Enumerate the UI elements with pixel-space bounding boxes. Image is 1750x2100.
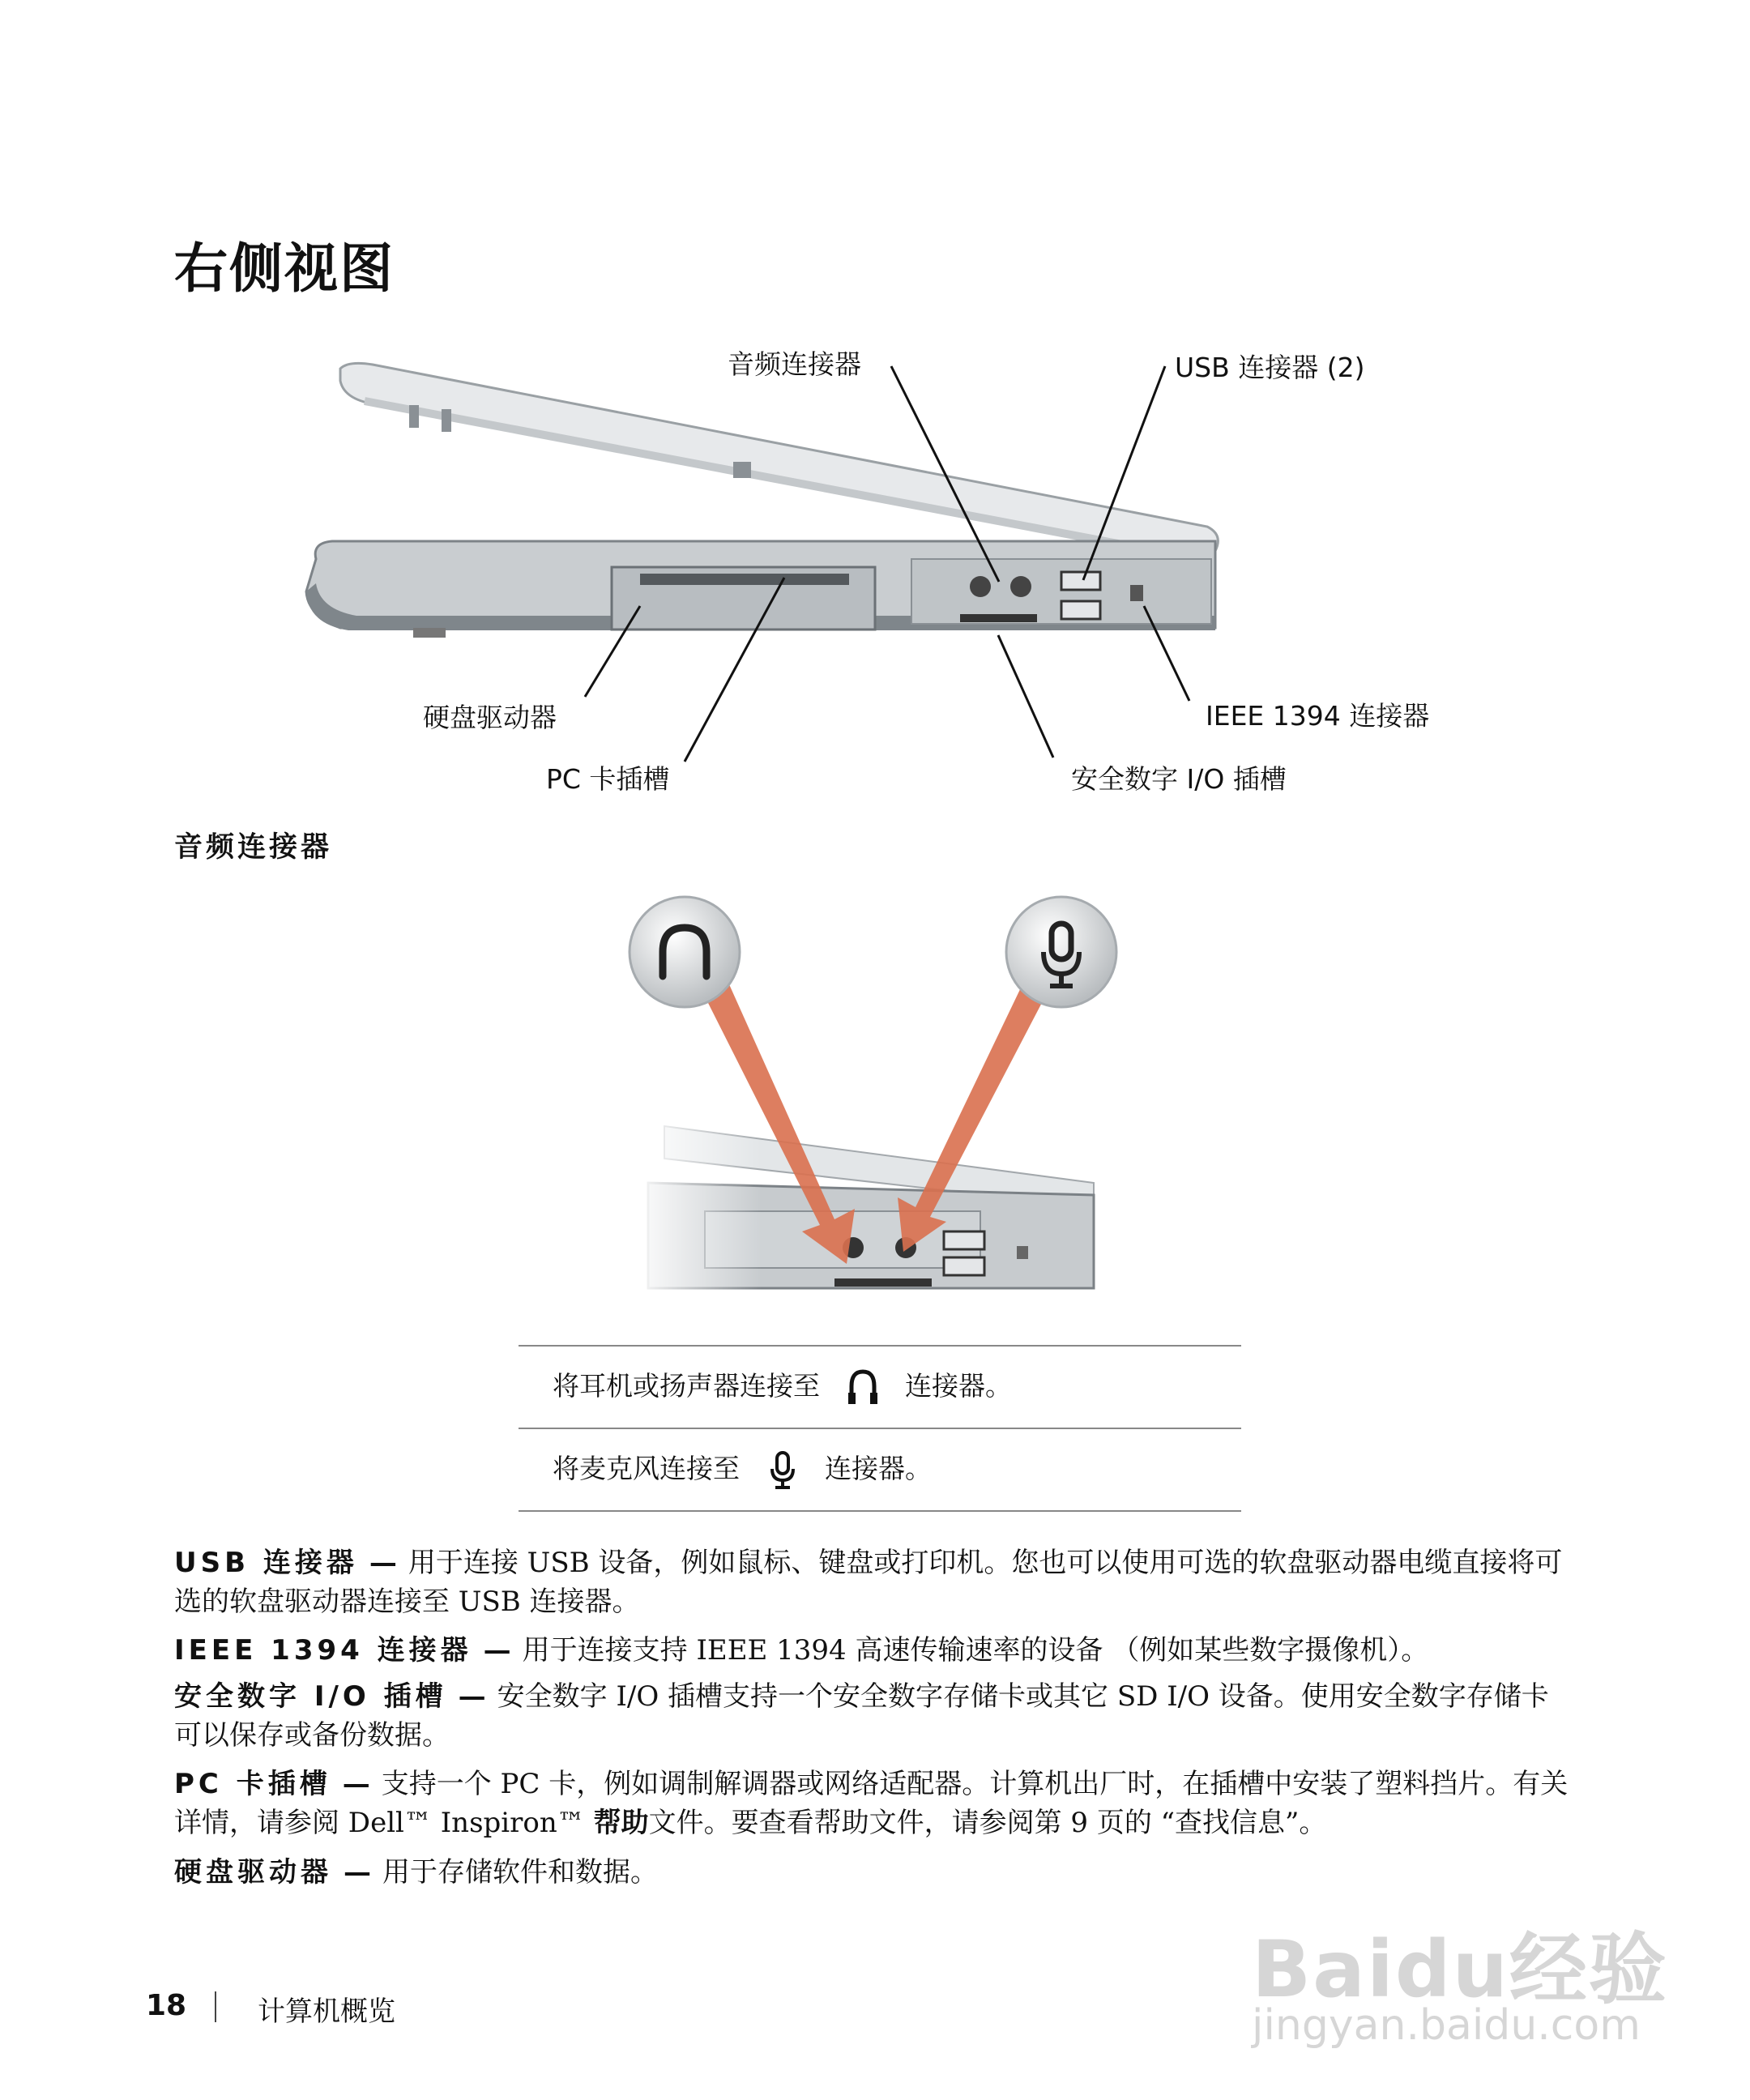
footer-section-title: 计算机概览 xyxy=(258,1995,395,2028)
pc-card-text-before: 支持一个 PC 卡，例如调制解调器或网络适配器。计算机出厂时，在插槽中安装了塑料挡片。有关详情，请参阅 Dell™ Inspiron™ xyxy=(174,1768,1569,1839)
audio-section-heading: 音频连接器 xyxy=(174,831,333,864)
callout-hard-drive: 硬盘驱动器 xyxy=(423,702,557,733)
audio-connectors-figure xyxy=(0,883,1750,1337)
hard-drive-text: 用于存储软件和数据。 xyxy=(382,1856,658,1889)
headphone-row-text-before: 将耳机或扬声器连接至 xyxy=(553,1370,820,1402)
sd-slot-description xyxy=(174,1677,1576,1755)
callout-ieee1394: IEEE 1394 连接器 xyxy=(1206,700,1430,732)
hard-drive-dash: — xyxy=(344,1856,371,1889)
table-row xyxy=(519,1428,1241,1511)
usb-text: 用于连接 USB 设备，例如鼠标、键盘或打印机。您也可以使用可选的软盘驱动器电缆直接将可选的软盘驱动器连接至 USB 连接器。 xyxy=(174,1547,1563,1618)
audio-connector-table xyxy=(519,1345,1241,1512)
usb-term: USB 连接器 xyxy=(174,1547,358,1579)
usb-dash: — xyxy=(369,1547,397,1579)
microphone-row-text-after: 连接器。 xyxy=(825,1453,932,1484)
laptop-right-side-figure xyxy=(0,0,1750,810)
baidu-watermark-logo: Baidu经验 xyxy=(1252,1924,1668,2015)
sd-slot-term: 安全数字 I/O 插槽 xyxy=(174,1680,447,1713)
headphone-icon xyxy=(845,1367,881,1409)
callout-usb-connector: USB 连接器 (2) xyxy=(1175,352,1365,383)
table-row xyxy=(519,1346,1241,1428)
page-title: 右侧视图 xyxy=(174,237,395,300)
ieee1394-text: 用于连接支持 IEEE 1394 高速传输速率的设备 （例如某些数字摄像机）。 xyxy=(522,1634,1429,1667)
pc-card-term: PC 卡插槽 xyxy=(174,1768,331,1800)
page-number: 18 xyxy=(146,1989,187,2022)
microphone-icon xyxy=(765,1449,800,1492)
microphone-row-text-before: 将麦克风连接至 xyxy=(553,1453,740,1484)
sd-slot-dash: — xyxy=(458,1680,486,1713)
usb-description xyxy=(174,1543,1576,1621)
callout-audio-connector: 音频连接器 xyxy=(728,348,861,380)
callout-sd-slot: 安全数字 I/O 插槽 xyxy=(1071,763,1287,795)
hard-drive-description xyxy=(174,1853,1576,1892)
hard-drive-term: 硬盘驱动器 xyxy=(174,1856,332,1889)
sd-slot-text: 安全数字 I/O 插槽支持一个安全数字存储卡或其它 SD I/O 设备。使用安全数字存储卡可以保存或备份数据。 xyxy=(174,1680,1549,1752)
pc-card-dash: — xyxy=(342,1768,370,1800)
headphone-row-text-after: 连接器。 xyxy=(905,1370,1012,1402)
baidu-watermark-url: jingyan.baidu.com xyxy=(1252,2001,1641,2050)
callout-pc-card-slot: PC 卡插槽 xyxy=(546,763,670,795)
help-bold-text: 帮助 xyxy=(593,1807,649,1839)
footer-divider xyxy=(215,1991,216,2022)
ieee1394-term: IEEE 1394 连接器 xyxy=(174,1634,472,1667)
pc-card-description xyxy=(174,1765,1576,1842)
ieee1394-description xyxy=(174,1631,1576,1670)
pc-card-text-after: 文件。要查看帮助文件，请参阅第 9 页的 “查找信息”。 xyxy=(648,1807,1327,1839)
ieee1394-dash: — xyxy=(483,1634,511,1667)
